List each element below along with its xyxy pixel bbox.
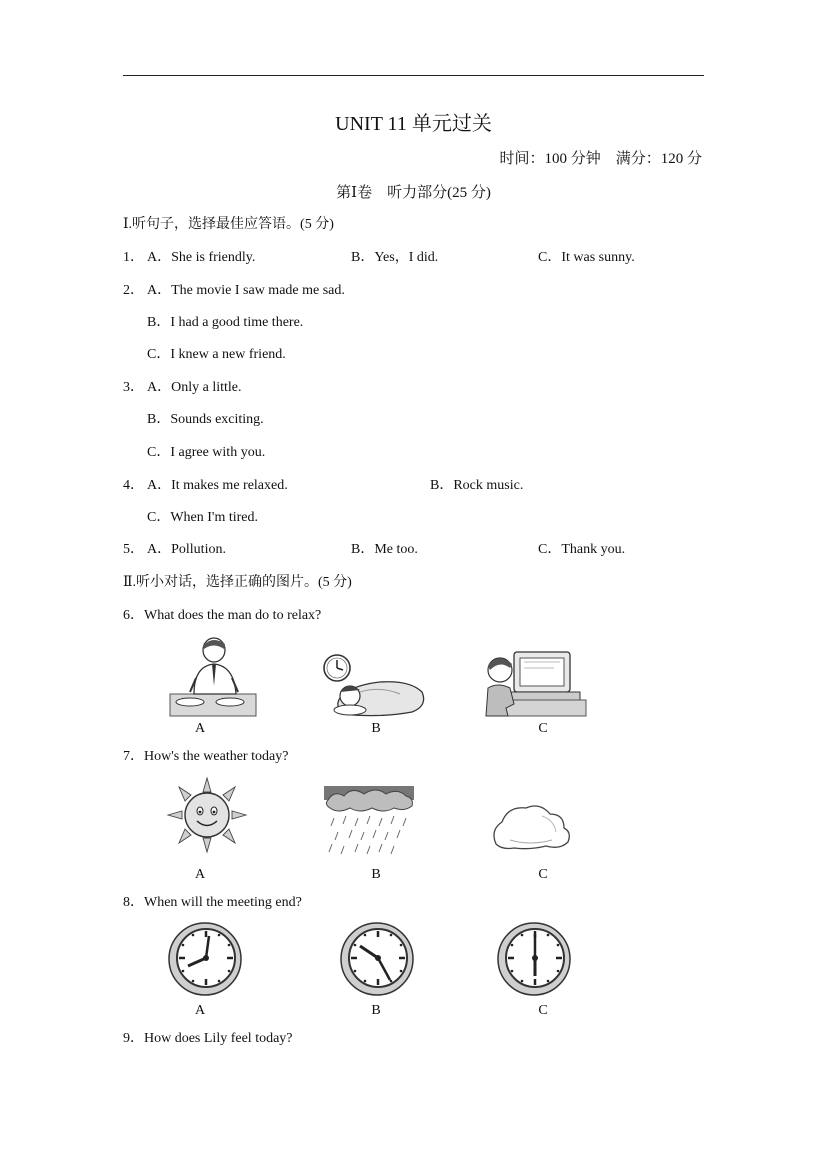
computer-icon (484, 648, 588, 718)
q5-option-b: B．Me too. (351, 542, 418, 557)
cloud-icon (490, 800, 572, 852)
header-rule (123, 75, 704, 76)
q5-option-c: C．Thank you. (538, 542, 626, 557)
q8-label-a: A (194, 1003, 206, 1018)
q8-question: 8．When will the meeting end? (123, 895, 302, 910)
q3-option-b: B．Sounds exciting. (147, 412, 264, 427)
clock-icon (166, 920, 244, 998)
q2-option-c: C．I knew a new friend. (147, 347, 286, 362)
q7-label-c: C (538, 867, 548, 882)
time-score-info: 时间：100 分钟 满分：120 分 (499, 151, 702, 167)
q2-option-b: B．I had a good time there. (147, 315, 304, 330)
page-title: UNIT 11 单元过关 (335, 113, 492, 135)
q8-label-b: B (371, 1003, 381, 1018)
clock-icon (338, 920, 416, 998)
q5-number: 5． (123, 542, 144, 557)
q3-number: 3． (123, 380, 144, 395)
man-eating-icon (168, 636, 258, 718)
clock-icon (495, 920, 573, 998)
q6-question: 6．What does the man do to relax? (123, 608, 322, 623)
section2-heading: Ⅱ.听小对话，选择正确的图片。(5 分) (123, 575, 352, 590)
part-heading: 第Ⅰ卷 听力部分(25 分) (336, 185, 491, 201)
q7-question: 7．How's the weather today? (123, 749, 289, 764)
q3-option-c: C．I agree with you. (147, 445, 266, 460)
q1-number: 1． (123, 250, 144, 265)
q9-question: 9．How does Lily feel today? (123, 1031, 293, 1046)
q5-option-a: A．Pollution. (147, 542, 226, 557)
q3-option-a: A．Only a little. (147, 380, 242, 395)
sun-icon (166, 776, 248, 854)
q7-label-b: B (371, 867, 381, 882)
q2-option-a: A．The movie I saw made me sad. (147, 283, 345, 298)
q6-label-c: C (538, 721, 548, 736)
q1-option-c: C．It was sunny. (538, 250, 635, 265)
section1-heading: Ⅰ.听句子，选择最佳应答语。(5 分) (123, 217, 334, 232)
q1-option-a: A．She is friendly. (147, 250, 256, 265)
q4-number: 4． (123, 478, 144, 493)
q4-option-c: C．When I'm tired. (147, 510, 258, 525)
q4-option-b: B．Rock music. (430, 478, 524, 493)
q7-label-a: A (194, 867, 206, 882)
q1-option-b: B．Yes，I did. (351, 250, 439, 265)
q4-option-a: A．It makes me relaxed. (147, 478, 288, 493)
sleeping-icon (320, 652, 426, 718)
q6-label-a: A (194, 721, 206, 736)
q6-label-b: B (371, 721, 381, 736)
q8-label-c: C (538, 1003, 548, 1018)
q2-number: 2． (123, 283, 144, 298)
rain-icon (324, 786, 416, 856)
